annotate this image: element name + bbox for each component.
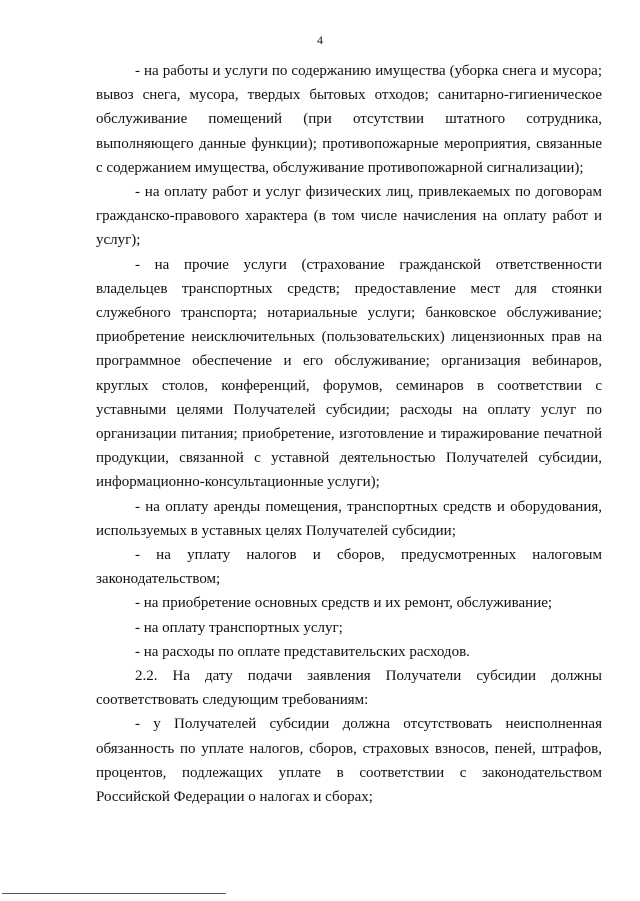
footer-rule (2, 893, 226, 894)
page-number: 4 (317, 33, 323, 47)
paragraph-taxes: - на уплату налогов и сборов, предусмотренных налоговым законодательством; (96, 547, 602, 588)
paragraph-other-services: - на прочие услуги (страхование гражданской ответственности владельцев транспортных средств; предоставление мест для стоянки служебного транспорта; нотариальные услуги; банковское обслуживание; приобретение неисключительных (пользовательских) лицензионных прав на программное обеспечение и его обслуживание; организация вебинаров, круглых столов, конференций, форумов, семинаров в соответствии с уставными целями Получателей субсидии; расходы на оплату услуг по организации питания; приобретение, изготовление и тиражирование печатной продукции, связанной с уставной деятельностью Получателей субсидии, информационно-консультационные услуги); (96, 256, 602, 491)
paragraph-no-tax-debt: - у Получателей субсидии должна отсутствовать неисполненная обязанность по уплате налогов, сборов, страховых взносов, пеней, штрафов, процентов, подлежащих уплате в соответствии с законодательством Российской Федерации о налогах и сборах; (96, 716, 602, 806)
paragraph-individual-services: - на оплату работ и услуг физических лиц, привлекаемых по договорам гражданско-правового характера (в том числе начисления на оплату работ и услуг); (96, 184, 602, 249)
paragraph-representation-expenses: - на расходы по оплате представительских расходов. (135, 643, 470, 660)
paragraph-transport-services: - на оплату транспортных услуг; (135, 619, 343, 636)
document-body (96, 59, 602, 809)
paragraph-rent: - на оплату аренды помещения, транспортных средств и оборудования, используемых в уставных целях Получателей субсидии; (96, 498, 602, 539)
paragraph-fixed-assets: - на приобретение основных средств и их ремонт, обслуживание; (135, 595, 553, 612)
paragraph-section-2-2: 2.2. На дату подачи заявления Получатели субсидии должны соответствовать следующим требованиям: (96, 668, 602, 709)
paragraph-property-maintenance: - на работы и услуги по содержанию имущества (уборка снега и мусора; вывоз снега, мусора, твердых бытовых отходов; санитарно-гигиеническое обслуживание помещений (при отсутствии штатного сотрудника, выполняющего данные функции); противопожарные мероприятия, связанные с содержанием имущества, обслуживание противопожарной сигнализации); (96, 63, 602, 176)
